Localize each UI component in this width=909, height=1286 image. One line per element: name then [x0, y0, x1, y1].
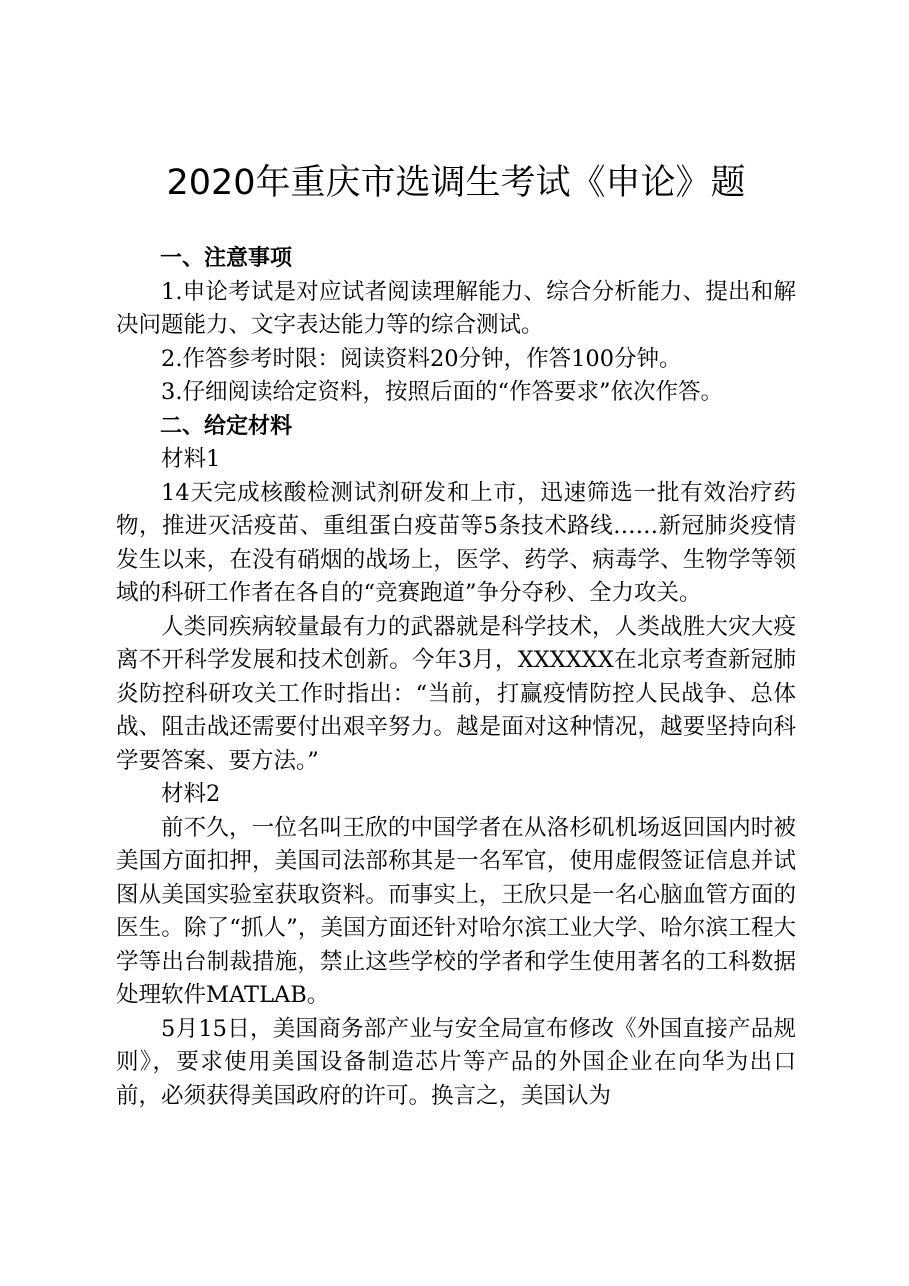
document-title: 2020年重庆市选调生考试《申论》题: [166, 163, 746, 203]
section-heading-notes: 一、注意事项: [160, 246, 293, 271]
document-page: [116, 0, 796, 1286]
material-2-paragraph-2: 5月15日，美国商务部产业与安全局宣布修改《外国直接产品规则》，要求使用美国设备制造芯片等产品的外国企业在向华为出口前，必须获得美国政府的许可。换言之，美国认为: [116, 1015, 796, 1109]
note-item-3: 3.仔细阅读给定资料，按照后面的“作答要求”依次作答。: [161, 379, 723, 405]
material-1-paragraph-1: 14天完成核酸检测试剂研发和上市，迅速筛选一批有效治疗药物，推进灭活疫苗、重组蛋白疫苗等5条技术路线……新冠肺炎疫情发生以来，在没有硝烟的战场上，医学、药学、病毒学、生物学等领域的科研工作者在各自的“竞赛跑道”争分夺秒、全力攻关。: [116, 479, 796, 606]
material-label-2: 材料2: [161, 781, 221, 807]
note-item-1: 1.申论考试是对应试者阅读理解能力、综合分析能力、提出和解决问题能力、文字表达能力等的综合测试。: [116, 278, 796, 338]
material-1-paragraph-2: 人类同疾病较量最有力的武器就是科学技术，人类战胜大灾大疫离不开科学发展和技术创新。今年3月，XXXXXX在北京考查新冠肺炎防控科研攻关工作时指出：“当前，打赢疫情防控人民战争、总体战、阻击战还需要付出艰辛努力。越是面对这种情况，越要坚持向科学要答案、要方法。”: [116, 613, 796, 774]
material-label-1: 材料1: [161, 446, 221, 472]
section-heading-materials: 二、给定材料: [160, 413, 293, 439]
document-body: [116, 242, 796, 1113]
material-2-paragraph-1: 前不久，一位名叫王欣的中国学者在从洛杉矶机场返回国内时被美国方面扣押，美国司法部称其是一名军官，使用虚假签证信息并试图从美国实验室获取资料。而事实上，王欣只是一名心脑血管方面的医生。除了“抓人”，美国方面还针对哈尔滨工业大学、哈尔滨工程大学等出台制裁措施，禁止这些学校的学者和学生使用著名的工科数据处理软件MATLAB。: [116, 814, 796, 1008]
note-item-2: 2.作答参考时限：阅读资料20分钟，作答100分钟。: [161, 345, 682, 372]
